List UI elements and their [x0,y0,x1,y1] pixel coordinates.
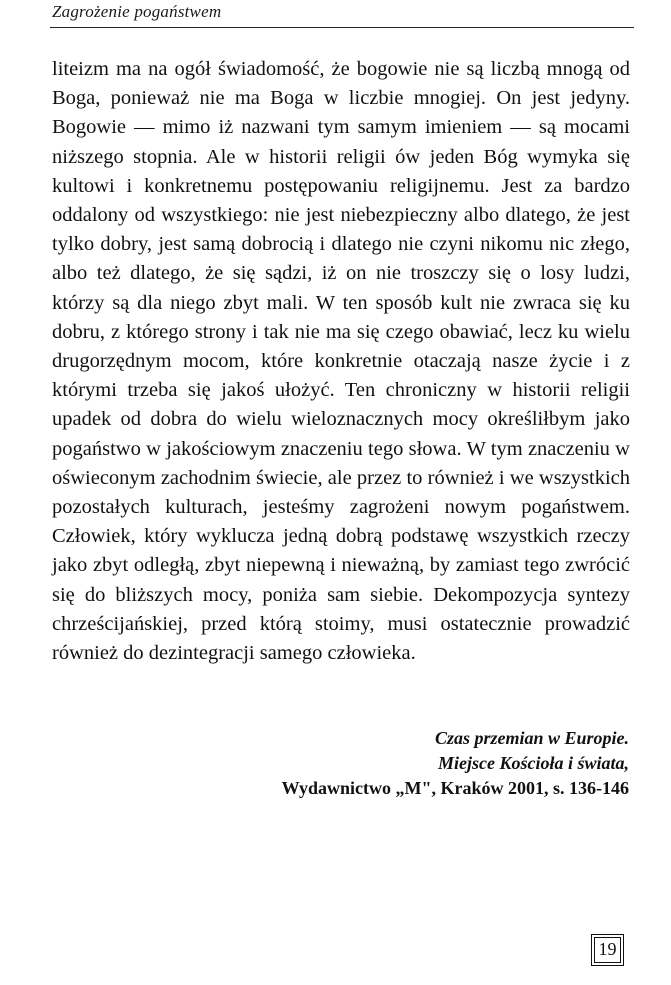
source-title: Czas przemian w Europie. [434,728,629,748]
running-title: Zagrożenie pogaństwem [52,2,222,21]
source-subtitle: Miejsce Kościoła i świata, [438,753,629,773]
header-rule [50,27,634,28]
source-publisher: Wydawnictwo „M", Kraków 2001, s. 136-146 [281,778,629,798]
page-number: 19 [594,937,621,963]
source-citation [69,726,629,801]
body-paragraph: liteizm ma na ogół świadomość, że bogowie nie są liczbą mnogą od Boga, ponieważ nie ma Boga w liczbie mnogiej. On jest jedyny. Bogowie — mimo iż nazwani tym samym imieniem — są mocami niższego stopnia. Ale w historii religii ów jeden Bóg wymyka się kultowi i konkretnemu postępowaniu religijnemu. Jest za bardzo oddalony od wszystkiego: nie jest niebezpieczny albo dlatego, że jest tylko dobry, jest samą dobrocią i dlatego nie czyni nikomu nic złego, albo też dlatego, że się sądzi, iż on nie troszczy się o losy ludzi, którzy są dla niego zbyt mali. W ten sposób kult nie zwraca się ku dobru, z którego strony i tak nie ma się czego obawiać, lecz ku wielu drugorzędnym mocom, które konkretnie otaczają nasze życie i z którymi trzeba się jakoś ułożyć. Ten chroniczny w historii religii upadek od dobra do wielu wieloznacznych mocy określiłbym jako pogaństwo w jakościowym znaczeniu tego słowa. W tym znaczeniu w oświeconym zachodnim świecie, ale przez to również i we wszystkich pozostałych kulturach, jesteśmy zagrożeni nowym pogaństwem. Człowiek, który wyklucza jedną dobrą podstawę wszystkich rzeczy jako zbyt odległą, zbyt niepewną i nieważną, by zamiast tego zwrócić się do bliższych mocy, poniża sam siebie. Dekompozycja syntezy chrześcijańskiej, przed którą stoimy, musi ostatecznie prowadzić również do dezintegracji samego człowieka. [52,58,630,665]
